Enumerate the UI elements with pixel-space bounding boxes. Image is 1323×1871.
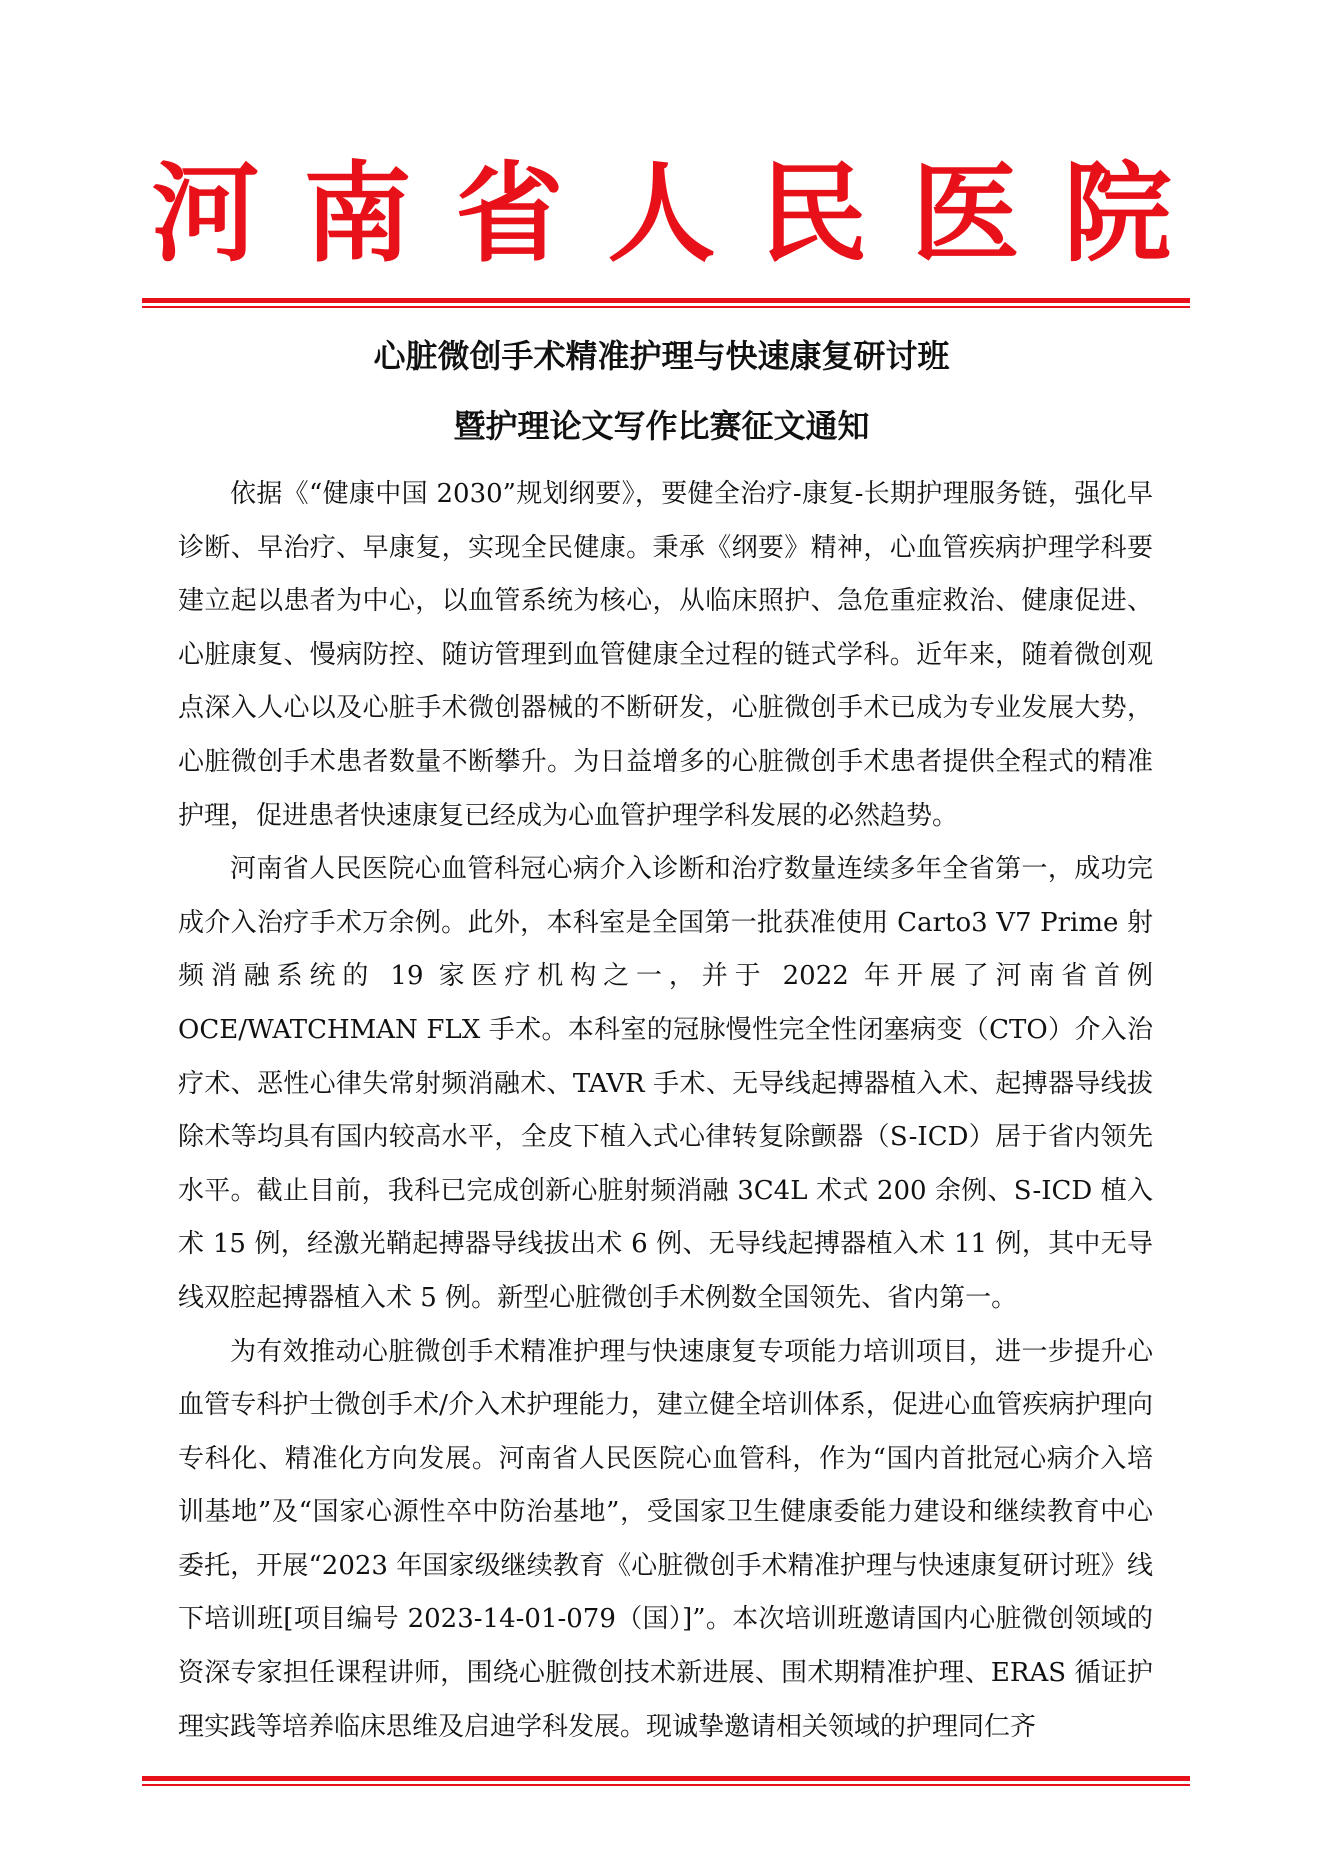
notice-title-line-1: 心脏微创手术精准护理与快速康复研讨班 [373, 337, 950, 375]
notice-body [178, 468, 1153, 1754]
footer-divider-thick-line [142, 1776, 1190, 1781]
header-divider [142, 298, 1190, 308]
body-paragraph-3: 为有效推动心脏微创手术精准护理与快速康复专项能力培训项目，进一步提升心血管专科护士微创手术/介入术护理能力，建立健全培训体系，促进心血管疾病护理向专科化、精准化方向发展。河南省人民医院心血管科，作为“国内首批冠心病介入培训基地”及“国家心源性卒中防治基地”，受国家卫生健康委能力建设和继续教育中心委托，开展“2023 年国家级继续教育《心脏微创手术精准护理与快速康复研讨班》线下培训班[项目编号 2023-14-01-079（国）]”。本次培训班邀请国内心脏微创领域的资深专家担任课程讲师，围绕心脏微创技术新进展、围术期精准护理、ERAS 循证护理实践等培养临床思维及启迪学科发展。现诚挚邀请相关领域的护理同仁齐 [178, 1336, 1153, 1742]
hospital-masthead: 河南省人民医院 [151, 151, 1216, 277]
body-paragraph-2: 河南省人民医院心血管科冠心病介入诊断和治疗数量连续多年全省第一，成功完成介入治疗手术万余例。此外，本科室是全国第一批获准使用 Carto3 V7 Prime 射频消融系统的 19 家医疗机构之一，并于 2022 年开展了河南省首例 OCE/WATCHMAN FLX 手术。本科室的冠脉慢性完全性闭塞病变（CTO）介入治疗术、恶性心律失常射频消融术、TAVR 手术、无导线起搏器植入术、起搏器导线拔除术等均具有国内较高水平，全皮下植入式心律转复除颤器（S-ICD）居于省内领先水平。截止目前，我科已完成创新心脏射频消融 3C4L 术式 200 余例、S-ICD 植入术 15 例，经激光鞘起搏器导线拔出术 6 例、无导线起搏器植入术 11 例，其中无导线双腔起搏器植入术 5 例。新型心脏微创手术例数全国领先、省内第一。 [178, 854, 1153, 1313]
footer-divider [142, 1776, 1190, 1786]
header-divider-thick-line [142, 298, 1190, 303]
header-divider-thin-line [142, 306, 1190, 308]
notice-title-line-2: 暨护理论文写作比赛征文通知 [453, 407, 870, 445]
body-paragraph-1: 依据《“健康中国 2030”规划纲要》，要健全治疗-康复-长期护理服务链，强化早诊断、早治疗、早康复，实现全民健康。秉承《纲要》精神，心血管疾病护理学科要建立起以患者为中心，以血管系统为核心，从临床照护、急危重症救治、健康促进、心脏康复、慢病防控、随访管理到血管健康全过程的链式学科。近年来，随着微创观点深入人心以及心脏手术微创器械的不断研发，心脏微创手术已成为专业发展大势，心脏微创手术患者数量不断攀升。为日益增多的心脏微创手术患者提供全程式的精准护理，促进患者快速康复已经成为心血管护理学科发展的必然趋势。 [178, 479, 1153, 831]
footer-divider-thin-line [142, 1784, 1190, 1786]
